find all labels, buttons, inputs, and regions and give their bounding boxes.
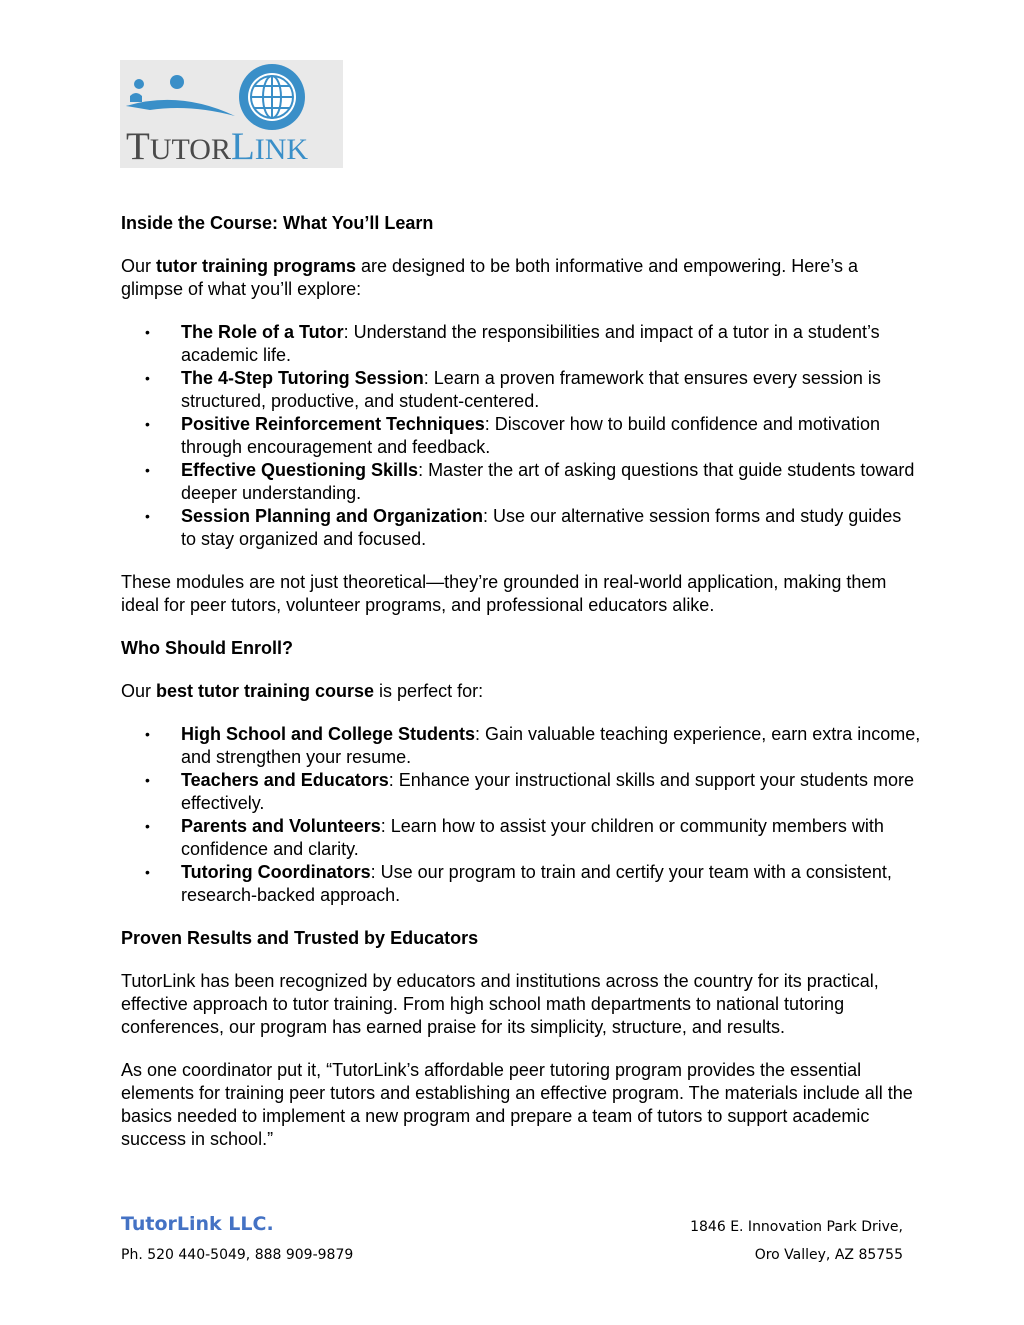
bullet-icon: • <box>145 416 150 432</box>
bullet-icon: • <box>145 508 150 524</box>
enroll-intro: Our best tutor training course is perfect for: <box>121 681 484 701</box>
logo-person-large-head <box>170 75 184 89</box>
audience-item-text: : Enhance your instructional skills and support your students more effectively. <box>181 770 915 813</box>
logo-person-small-head <box>134 79 144 89</box>
audience-item <box>121 861 921 907</box>
audience-item-text: : Gain valuable teaching experience, earn extra income, and strengthen your resume. <box>181 724 921 767</box>
course-topic-item <box>121 505 921 551</box>
logo-wordmark: TUTORLINK <box>126 125 309 168</box>
footer-company-name: TutorLink LLC. <box>121 1213 274 1235</box>
course-topic-item-text: : Use our alternative session forms and study guides to stay organized and focused. <box>181 506 902 549</box>
audience-item <box>121 769 921 815</box>
audience-item <box>121 815 921 861</box>
audience-item-text: : Learn how to assist your children or community members with confidence and clarity. <box>181 816 884 859</box>
footer-address-line2: Oro Valley, AZ 85755 <box>754 1247 903 1263</box>
course-topic-item-title: Positive Reinforcement Techniques <box>181 414 485 434</box>
logo-globe-icon <box>239 64 305 130</box>
course-topic-item <box>121 321 921 367</box>
audience-item-text: : Use our program to train and certify your team with a consistent, research-backed approach. <box>181 862 892 905</box>
modules-paragraph: These modules are not just theoretical—they’re grounded in real-world application, making them ideal for peer tutors, volunteer programs, and professional educators alike. <box>121 572 887 615</box>
audience-item-title: Parents and Volunteers <box>181 816 381 836</box>
course-topic-item-text: : Master the art of asking questions that guide students toward deeper understanding. <box>181 460 915 503</box>
course-topic-item-text: : Learn a proven framework that ensures every session is structured, productive, and student-centered. <box>181 368 881 411</box>
bullet-icon: • <box>145 370 150 386</box>
bullet-icon: • <box>145 726 150 742</box>
course-topic-item <box>121 413 921 459</box>
bullet-icon: • <box>145 772 150 788</box>
bullet-icon: • <box>145 462 150 478</box>
course-topic-item <box>121 367 921 413</box>
enroll-intro-highlight: best tutor training course <box>156 681 375 701</box>
audience-list <box>121 723 921 907</box>
course-topic-item <box>121 459 921 505</box>
bullet-icon: • <box>145 818 150 834</box>
results-paragraph: TutorLink has been recognized by educators and institutions across the country for its practical, effective approach to tutor training. From high school math departments to national tutoring conferences, our program has earned praise for its simplicity, structure, and results. <box>121 971 879 1037</box>
logo-swoosh <box>126 100 235 116</box>
course-topic-list <box>121 321 921 551</box>
document-body <box>121 212 921 1151</box>
footer-address-line1: 1846 E. Innovation Park Drive, <box>690 1219 903 1235</box>
course-topic-item-text: : Discover how to build confidence and motivation through encouragement and feedback. <box>181 414 880 457</box>
course-topic-item-text: : Understand the responsibilities and impact of a tutor in a student’s academic life. <box>181 322 880 365</box>
logo-book-shape <box>130 93 142 102</box>
course-topic-item-title: Session Planning and Organization <box>181 506 484 526</box>
audience-item-title: High School and College Students <box>181 724 476 744</box>
tutorlink-logo <box>120 60 343 168</box>
enroll-heading: Who Should Enroll? <box>121 638 293 658</box>
bullet-icon: • <box>145 324 150 340</box>
course-topic-item-title: The 4-Step Tutoring Session <box>181 368 424 388</box>
course-intro-highlight: tutor training programs <box>156 256 357 276</box>
results-heading: Proven Results and Trusted by Educators <box>121 928 479 948</box>
logo-graphic <box>120 60 343 168</box>
audience-item-title: Tutoring Coordinators <box>181 862 371 882</box>
audience-item <box>121 723 921 769</box>
quote-paragraph: As one coordinator put it, “TutorLink’s affordable peer tutoring program provides the essential elements for training peer tutors and establishing an effective program. The materials include all the basics needed to implement a new program and prepare a team of tutors to support academic success in school.” <box>121 1060 913 1149</box>
page-footer <box>121 1213 903 1267</box>
audience-item-title: Teachers and Educators <box>181 770 389 790</box>
course-topic-item-title: Effective Questioning Skills <box>181 460 419 480</box>
course-heading: Inside the Course: What You’ll Learn <box>121 213 434 233</box>
course-intro: Our tutor training programs are designed to be both informative and empowering. Here’s a glimpse of what you’ll explore: <box>121 256 859 299</box>
footer-phone: Ph. 520 440-5049, 888 909-9879 <box>121 1247 354 1263</box>
course-topic-item-title: The Role of a Tutor <box>181 322 344 342</box>
bullet-icon: • <box>145 864 150 880</box>
